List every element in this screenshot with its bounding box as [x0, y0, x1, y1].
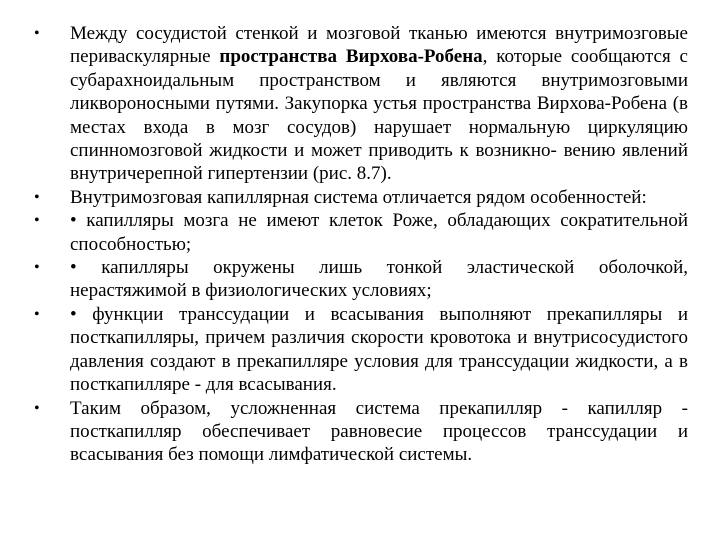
list-item [34, 186, 688, 209]
item-text: Внутримозговая капиллярная система отличается рядом особенностей: [70, 186, 647, 208]
bullet-icon: • [34, 212, 40, 230]
item-text: • капилляры окружены лишь тонкой эластической оболочкой, нерастяжимой в физиологических условиях; [70, 257, 688, 302]
list-item [34, 303, 688, 397]
item-text: Таким образом, усложненная система прекапилляр - капилляр - посткапилляр обеспечивает равновесие процессов транссудации и всасывания без помощи лимфатической системы. [70, 397, 688, 466]
bullet-icon: • [34, 305, 40, 323]
item-text: • капилляры мозга не имеют клеток Роже, обладающих сократительной способностью; [70, 210, 688, 255]
bullet-icon: • [34, 399, 40, 417]
bullet-icon: • [34, 259, 40, 277]
list-item [34, 209, 688, 256]
item-text: , которые сообщаются с субарахноидальным пространством и являются внутримозговыми ликвороносными путями. Закупорка устья пространства Вирхова-Робена (в местах входа в мозг сосудов) нарушает нормальную циркуляцию спинномозговой жидкости и может приводить к возникно- вению явлений внутричерепной гипертензии (рис. 8.7). [70, 46, 688, 185]
bullet-icon: • [34, 25, 40, 42]
item-text: Между сосудистой стенкой и мозговой тканью имеются внутримозговые периваскулярные [70, 23, 688, 68]
list-item [34, 22, 688, 186]
list-item [34, 256, 688, 303]
bullet-icon: • [34, 188, 40, 206]
item-text: • функции транссудации и всасывания выполняют прекапилляры и посткапилляры, причем различия скорости кровотока и внутрисосудистого давления создают в прекапилляре условия для транссудации жидкости, а в посткапилляре - для всасывания. [70, 303, 688, 396]
list-item [34, 397, 688, 467]
bullet-list [34, 22, 688, 467]
item-bold-term: пространства Вирхова-Робена [219, 46, 483, 68]
